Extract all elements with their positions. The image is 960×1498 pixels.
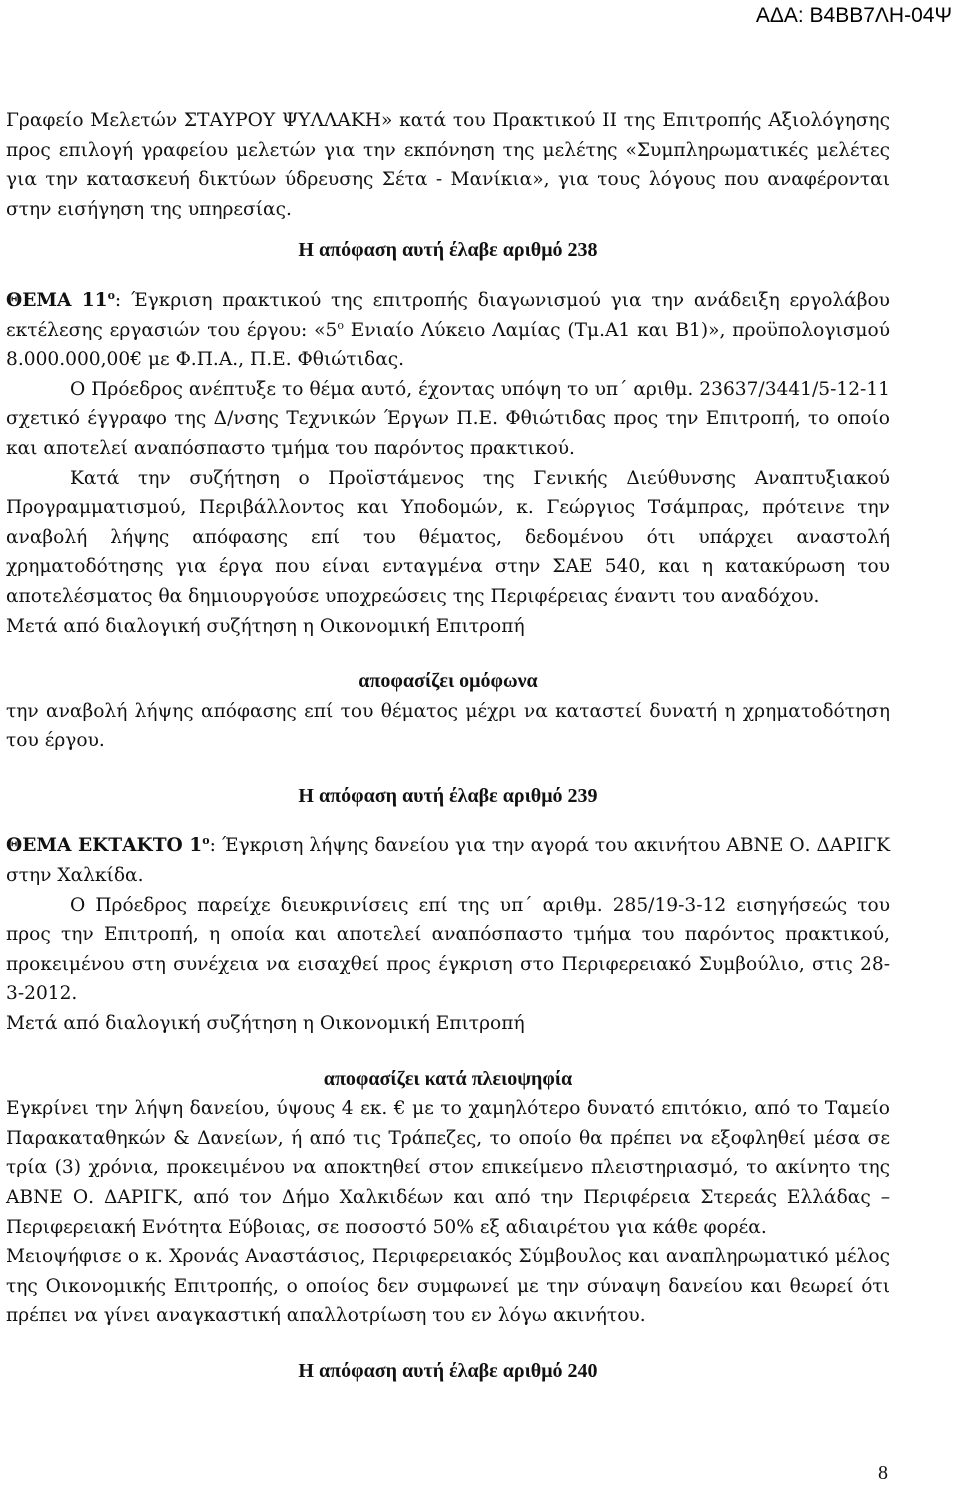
- topic-11: [6, 286, 890, 375]
- document-body: [6, 0, 890, 1387]
- paragraph-intro: Γραφείο Μελετών ΣΤΑΥΡΟΥ ΨΥΛΛΑΚΗ» κατά του Πρακτικού ΙΙ της Επιτροπής Αξιολόγησης προς επιλογή γραφείου μελετών για την εκπόνηση της μελέτης «Συμπληρωματικές μελέτες για την κατασκευή δικτύων ύδρευσης Σέτα - Μανίκια», για τους λόγους που αναφέρονται στην εισήγηση της υπηρεσίας.: [6, 110, 890, 220]
- topic-extra-sup: ο: [202, 834, 210, 848]
- topic-extra-label: ΘΕΜΑ ΕΚΤΑΚΤΟ 1: [6, 835, 203, 857]
- paragraph-discussion: Κατά την συζήτηση ο Προϊστάμενος της Γενικής Διεύθυνσης Αναπτυξιακού Προγραμματισμού, Περιβάλλοντος και Υποδομών, κ. Γεώργιος Τσάμπρας, πρότεινε την αναβολή λήψης απόφασης επί του θέματος, δεδομένου ότι υπάρχει αναστολή χρηματοδότησης για έργα που είναι ενταγμένα στην ΣΑΕ 540, και η κατακύρωση του αποτελέσματος θα δημιουργούσε υποχρεώσεις της Περιφέρειας έναντι του αναδόχου.: [6, 467, 890, 607]
- paragraph-president-1: Ο Πρόεδρος ανέπτυξε το θέμα αυτό, έχοντας υπόψη το υπ΄ αριθμ. 23637/3441/5-12-11 σχετικό έγγραφο της Δ/νσης Τεχνικών Έργων Π.Ε. Φθιώτιδας προς την Επιτροπή, το οποίο και αποτελεί αναπόσπαστο τμήμα του παρόντος πρακτικού.: [6, 378, 890, 459]
- paragraph-minority: Μειοψήφισε ο κ. Χρονάς Αναστάσιος, Περιφερειακός Σύμβουλος και αναπληρωματικό μέλος της Οικονομικής Επιτροπής, ο οποίος δεν συμφωνεί με την σύναψη δανείου και θεωρεί ότι πρέπει να γίνει αναγκαστική απαλλοτρίωση του εν λόγω ακινήτου.: [6, 1246, 890, 1327]
- decision-number-239: Η απόφαση αυτή έλαβε αριθμό 239: [298, 784, 598, 807]
- page-number: 8: [878, 1462, 888, 1484]
- topic-11-label: ΘΕΜΑ 11: [6, 289, 108, 311]
- paragraph-approve-loan: Εγκρίνει την λήψη δανείου, ύψους 4 εκ. € με το χαμηλότερο δυνατό επιτόκιο, από το Ταμείο Παρακαταθηκών & Δανείων, ή από τις Τράπεζες, το οποίο θα πρέπει να εξοφληθεί μέσα σε τρία (3) χρόνια, προκειμένου να αποκτηθεί στον επικείμενο πλειστηριασμό, το ακίνητο της ΑΒΝΕ Ο. ΔΑΡΙΓΚ, από τον Δήμο Χαλκιδέων και από την Περιφέρεια Στερεάς Ελλάδας – Περιφερειακή Ενότητα Εύβοιας, σε ποσοστό 50% εξ αδιαιρέτου για κάθε φορέα.: [6, 1098, 890, 1238]
- paragraph-president-2: Ο Πρόεδρος παρείχε διευκρινίσεις επί της υπ΄ αριθμ. 285/19-3-12 εισηγήσεώς του προς την Επιτροπή, η οποία και αποτελεί αναπόσπαστο τμήμα του παρόντος πρακτικού, προκειμένου στη συνέχεια να εισαχθεί προς έγκριση στο Περιφερειακό Συμβούλιο, στις 28-3-2012.: [6, 894, 890, 1005]
- decides-unanimously: αποφασίζει ομόφωνα: [358, 670, 538, 693]
- decision-number-240: Η απόφαση αυτή έλαβε αριθμό 240: [298, 1359, 598, 1382]
- topic-11-text-a: : Έγκριση πρακτικού της επιτροπής διαγωνισμού για την ανάδειξη εργολάβου εκτέλεσης εργασιών του έργου: «5: [6, 289, 890, 341]
- topic-11-sup: ο: [107, 288, 115, 302]
- topic-11-sup2: ο: [337, 318, 344, 332]
- ada-code: ΑΔΑ: Β4ΒΒ7ΛΗ-04Ψ: [755, 4, 952, 27]
- topic-extra-text: : Έγκριση λήψης δανείου για την αγορά του ακινήτου ΑΒΝΕ Ο. ΔΑΡΙΓΚ στην Χαλκίδα.: [6, 835, 890, 887]
- decides-majority: αποφασίζει κατά πλειοψηφία: [323, 1067, 573, 1090]
- topic-extra-1: [6, 831, 890, 890]
- decision-number-238: Η απόφαση αυτή έλαβε αριθμό 238: [298, 239, 598, 262]
- paragraph-postpone: την αναβολή λήψης απόφασης επί του θέματος μέχρι να καταστεί δυνατή η χρηματοδότηση του έργου.: [6, 700, 890, 752]
- topic-11-text-b: Ενιαίο Λύκειο Λαμίας (Τμ.Α1 και Β1)», προϋπολογισμού 8.000.000,00€ με Φ.Π.Α., Π.Ε. Φθιώτιδας.: [6, 319, 890, 371]
- paragraph-after-discussion-1: Μετά από διαλογική συζήτηση η Οικονομική Επιτροπή: [6, 615, 525, 637]
- paragraph-after-discussion-2: Μετά από διαλογική συζήτηση η Οικονομική Επιτροπή: [6, 1013, 525, 1035]
